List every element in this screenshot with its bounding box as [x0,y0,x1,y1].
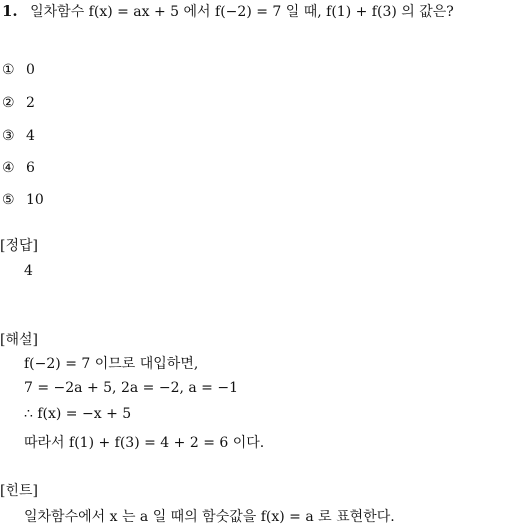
hint-text: 일차함수에서 x 는 a 일 때의 함숫값을 f(x) = a 로 표현한다. [24,509,395,525]
explanation-line-4: 따라서 f(1) + f(3) = 4 + 2 = 6 이다. [24,435,265,451]
explanation-line-1: f(−2) = 7 이므로 대입하면, [24,356,199,372]
choice-value: 6 [26,160,35,176]
explanation-line-3: ∴ f(x) = −x + 5 [24,406,132,422]
choice-value: 4 [26,128,35,144]
answer-value: 4 [24,263,33,279]
explanation-line-2: 7 = −2a + 5, 2a = −2, a = −1 [24,380,238,396]
choice-5[interactable] [2,192,44,208]
choice-value: 2 [26,95,35,111]
choice-3[interactable] [2,128,35,144]
choice-mark: ⑤ [2,192,15,208]
choice-4[interactable] [2,160,35,176]
question-block [2,1,454,21]
choice-value: 10 [26,192,44,208]
choice-1[interactable] [2,62,35,78]
choice-mark: ① [2,62,15,78]
hint-title: [힌트] [0,483,38,499]
choice-mark: ④ [2,160,15,176]
choice-mark: ③ [2,128,15,144]
question-number: 1. [2,2,18,20]
choice-mark: ② [2,95,15,111]
answer-title: [정답] [0,238,38,254]
choice-value: 0 [26,62,35,78]
question-text: 일차함수 f(x) = ax + 5 에서 f(−2) = 7 일 때, f(1) + f(3) 의 값은? [30,4,454,20]
explanation-title: [해설] [0,332,38,348]
choice-2[interactable] [2,95,35,111]
